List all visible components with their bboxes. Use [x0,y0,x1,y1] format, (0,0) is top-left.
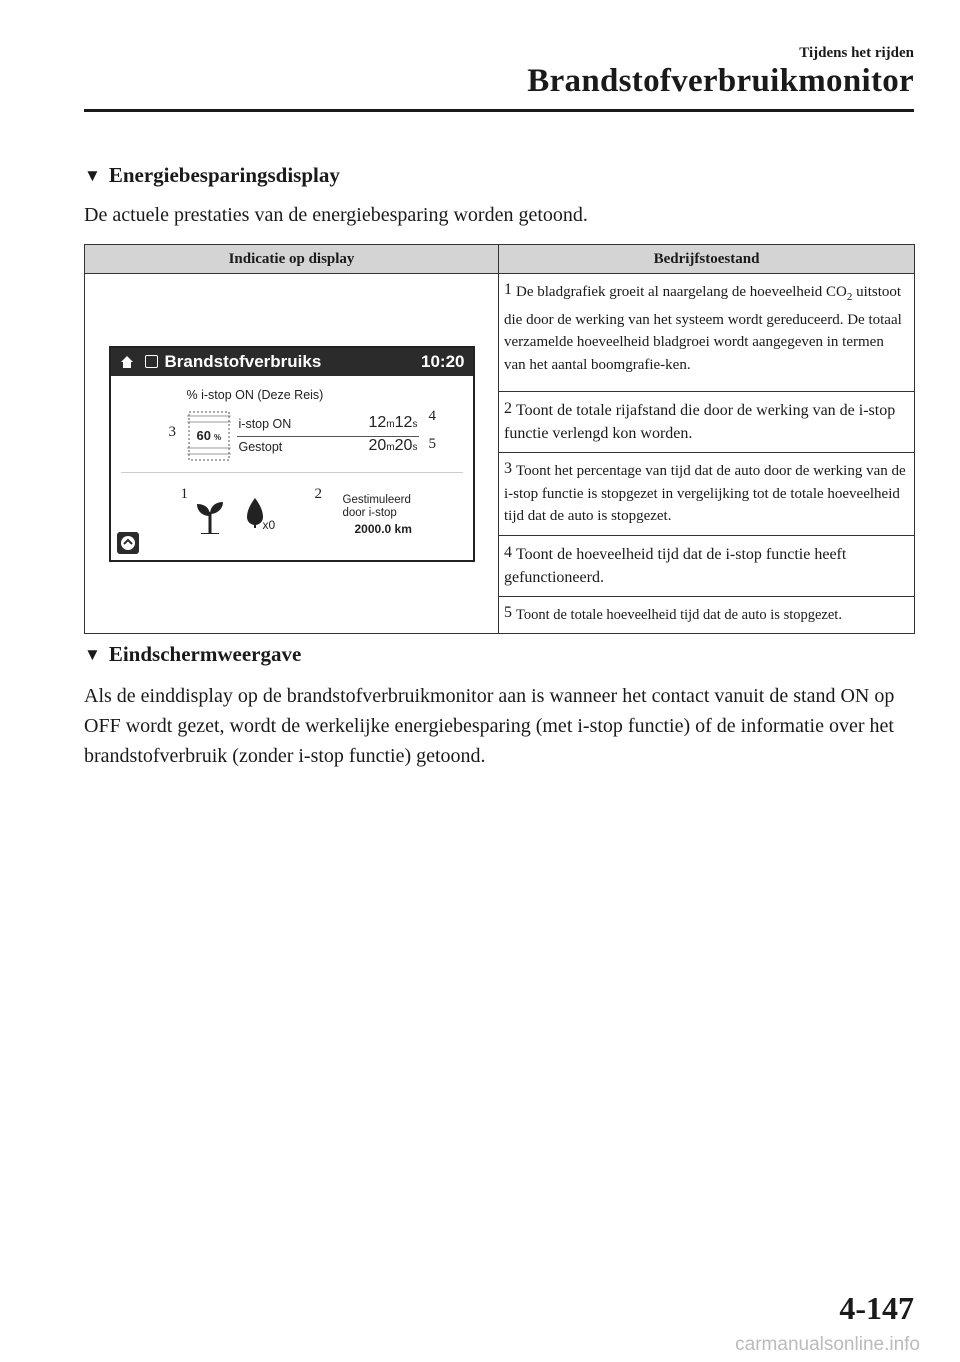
fuel-monitor-screen [109,346,475,562]
display-table [84,244,915,634]
stopped-time: 20m20s [368,436,418,454]
percent-value: 60 % [196,427,222,443]
section-heading-energy: ▼ Energiebesparingsdisplay [84,163,340,187]
screen-title: Brandstofverbruiks [164,351,322,371]
callout-3: 3 [168,423,176,440]
watermark: carmanualsonline.info [735,1334,920,1355]
table-row-4: 4 Toont de hoeveelheid tijd dat de i-stop functie heeft gefunctioneerd. [499,535,915,596]
triangle-bullet-icon: ▼ [84,166,101,185]
callout-5: 5 [428,435,436,452]
callout-1: 1 [180,485,188,502]
table-row-5: 5 Toont de totale hoeveelheid tijd dat de auto is stopgezet. [499,596,915,634]
app-icon [145,355,158,368]
callout-2: 2 [314,485,322,502]
triangle-bullet-icon: ▼ [84,645,101,664]
screen-clock: 10:20 [421,351,465,371]
simulated-label-line1: Gestimuleerd [342,493,411,506]
stopped-label: Gestopt [238,439,283,454]
callout-4: 4 [428,407,436,424]
simulated-distance: 2000.0 km [354,521,412,536]
tree-count: x0 [262,517,276,532]
callout-4-label: 4 [504,543,512,561]
table-row-3: 3 Toont het percentage van tijd dat de auto door de werking van de i-stop functie is stopgezet in vergelijking tot de totale hoeveelheid tijd dat de auto is stopgezet. [499,453,915,536]
back-arrow-icon [117,532,139,554]
istop-subtitle: % i-stop ON (Deze Reis) [186,387,324,402]
leaf-plant-icon [195,498,225,534]
section-end-screen-text: Als de einddisplay op de brandstofverbruikmonitor aan is wanneer het contact vanuit de stand ON op OFF wordt gezet, wordt de werkelijke energiebesparing (met i-stop functie) of de informatie over het brandstofverbruik (zonder i-stop functie) getoond. [84,685,895,767]
table-row-2: 2 Toont de totale rijafstand die door de werking van de i-stop functie verlengd kon worden. [499,392,915,453]
callout-3-label: 3 [504,460,512,477]
istop-on-label: i-stop ON [238,416,292,431]
screen-title-bar [111,348,473,376]
page-title: Brandstofverbruikmonitor [527,63,914,99]
back-button[interactable] [117,532,139,554]
section-intro: De actuele prestaties van de energiebesparing worden getoond. [84,204,588,226]
table-header-indication: Indicatie op display [85,245,499,274]
chapter-label: Tijdens het rijden [799,45,914,61]
header-rule [84,109,914,112]
display-illustration-cell [85,274,499,634]
separator [121,472,463,473]
table-header-state: Bedrijfstoestand [499,245,915,274]
table-row-1: 1 De bladgrafiek groeit al naargelang de hoeveelheid $CO_2$ uitstoot die door de werking van het systeem wordt gereduceerd. De totaal verzamelde hoeveelheid bladgroei wordt aangegeven in termen van het aantal boomgrafie-ken. [499,274,915,392]
callout-5-label: 5 [504,603,512,621]
callout-2-label: 2 [504,400,512,417]
callout-1-label: 1 [504,281,512,298]
page-number: 4-147 [839,1290,914,1326]
tree-icon [245,498,265,528]
simulated-label-line2: door i-stop [342,506,397,519]
section-heading-end-screen: ▼ Eindschermweergave [84,642,302,666]
istop-time: 12m12s [368,413,418,431]
home-icon [119,354,135,370]
